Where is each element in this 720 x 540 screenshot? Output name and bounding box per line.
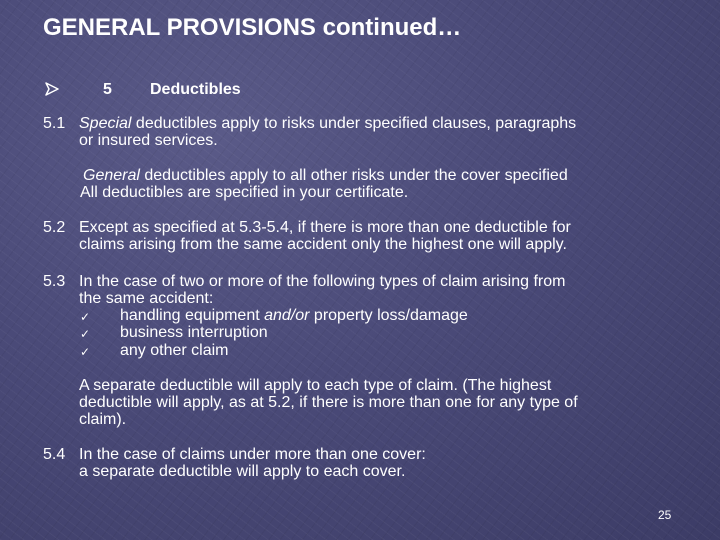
clause-5-3-note-line-3: claim).: [79, 411, 127, 428]
clause-5-3-bullet-2: business interruption: [120, 324, 268, 341]
clause-5-1-line-2: or insured services.: [79, 132, 218, 149]
checkmark-icon: ✓: [80, 345, 91, 359]
clause-5-1-line-4: All deductibles are specified in your certificate.: [80, 184, 409, 201]
clause-5-3-note-line-2: deductible will apply, as at 5.2, if there is more than one for any type of: [79, 394, 578, 411]
page-title: GENERAL PROVISIONS continued…: [43, 14, 462, 41]
clause-5-4-line-1: In the case of claims under more than one cover:: [79, 446, 426, 463]
clause-number-5-1: 5.1: [43, 115, 66, 132]
section-title: Deductibles: [150, 81, 241, 98]
clause-5-1-general-term: General: [83, 167, 140, 184]
clause-5-1-line-3: [83, 167, 568, 184]
arrow-bullet-icon: [44, 81, 60, 97]
clause-5-2-line-2: claims arising from the same accident only the highest one will apply.: [79, 236, 567, 253]
page-number: 25: [658, 508, 672, 522]
clause-5-2-line-1: Except as specified at 5.3-5.4, if there is more than one deductible for: [79, 219, 571, 236]
checkmark-icon: ✓: [80, 310, 91, 324]
clause-number-5-2: 5.2: [43, 219, 66, 236]
clause-5-3-note-line-1: A separate deductible will apply to each type of claim. (The highest: [79, 377, 552, 394]
clause-5-1-line-1: [79, 115, 576, 132]
checkmark-icon: ✓: [80, 327, 91, 341]
clause-5-1-special-term: Special: [79, 115, 132, 132]
clause-number-5-4: 5.4: [43, 446, 66, 463]
clause-5-1-line-3-text: deductibles apply to all other risks under the cover specified: [139, 167, 568, 184]
clause-5-3-bullet-3: any other claim: [120, 342, 229, 359]
bullet-1-text-b: property loss/damage: [309, 307, 468, 324]
bullet-1-emphasis: and/or: [264, 307, 310, 324]
clause-5-3-line-2: the same accident:: [79, 290, 214, 307]
section-number: 5: [103, 81, 112, 98]
clause-5-3-line-1: In the case of two or more of the following types of claim arising from: [79, 273, 566, 290]
clause-5-3-bullet-1: [120, 307, 468, 324]
clause-number-5-3: 5.3: [43, 273, 66, 290]
clause-5-4-line-2: a separate deductible will apply to each cover.: [79, 463, 406, 480]
clause-5-1-line-1-text: deductibles apply to risks under specified clauses, paragraphs: [131, 115, 577, 132]
bullet-1-text-a: handling equipment: [120, 307, 265, 324]
